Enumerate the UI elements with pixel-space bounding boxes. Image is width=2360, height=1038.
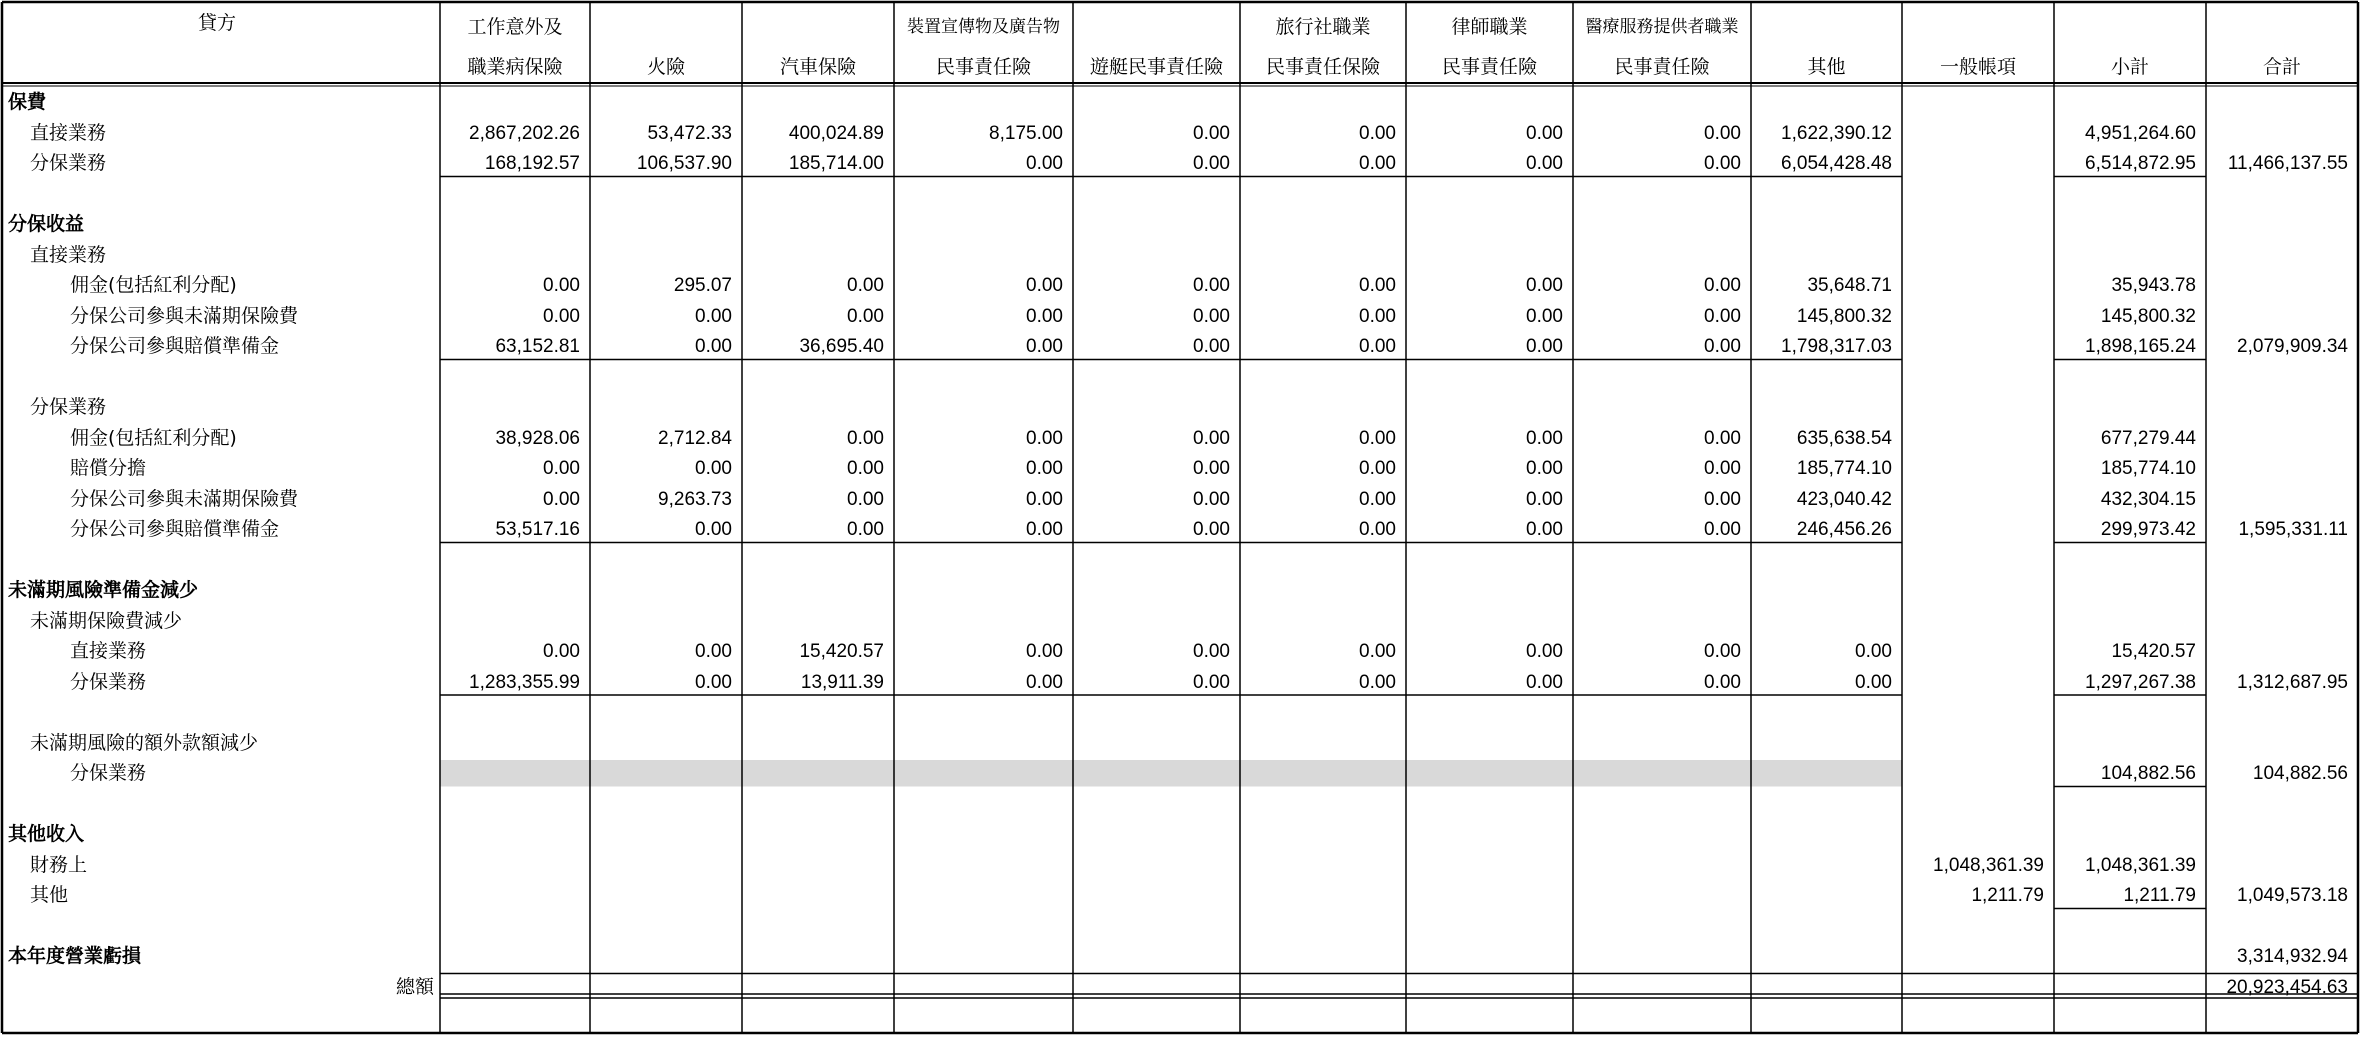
row-label: 保費: [8, 91, 47, 113]
row-label: 佣金(包括紅利分配): [70, 426, 237, 449]
row-label: 本年度營業虧損: [8, 945, 142, 967]
header-label-column: 貸方: [197, 12, 236, 34]
row-label: 直接業務: [70, 640, 147, 662]
header-cell: 一般帳項: [1939, 56, 2016, 78]
table-cell-value: 0.00: [1026, 153, 1063, 174]
table-cell-value: 0.00: [1526, 519, 1563, 540]
table-cell-value: 0.00: [1026, 519, 1063, 540]
header-cell: 民事責任險: [935, 56, 1031, 78]
table-cell-value: 0.00: [1193, 671, 1230, 693]
table-cell-value: 677,279.44: [2100, 427, 2196, 449]
header-cell: 汽車保險: [779, 56, 856, 78]
header-cell: 小計: [2110, 56, 2149, 78]
table-cell-value: 0.00: [1359, 305, 1396, 327]
table-cell-value: 185,714.00: [788, 153, 884, 174]
table-cell-value: 8,175.00: [989, 122, 1063, 144]
table-cell-value: 0.00: [1193, 305, 1230, 327]
table-cell-value: 0.00: [1526, 427, 1563, 449]
table-cell-value: 432,304.15: [2100, 488, 2196, 510]
row-label: 未滿期風險的額外款額減少: [30, 731, 259, 754]
table-cell-value: 0.00: [1026, 671, 1063, 693]
header-cell: 合計: [2262, 56, 2301, 78]
table-cell-value: 0.00: [1359, 122, 1396, 144]
table-cell-value: 0.00: [1704, 305, 1741, 327]
table-cell-value: 0.00: [1359, 275, 1396, 296]
table-cell-value: 0.00: [847, 488, 884, 510]
table-cell-value: 0.00: [695, 641, 732, 662]
table-cell-value: 0.00: [1026, 458, 1063, 479]
row-label: 財務上: [30, 853, 88, 876]
table-cell-value: 0.00: [1193, 336, 1230, 357]
row-label: 其他收入: [8, 823, 85, 845]
table-cell-value: 295.07: [673, 275, 732, 296]
table-cell-value: 0.00: [1193, 458, 1230, 479]
table-cell-value: 0.00: [695, 305, 732, 327]
table-cell-value: 11,466,137.55: [2227, 153, 2348, 174]
header-cell: 遊艇民事責任險: [1089, 56, 1223, 78]
table-cell-value: 0.00: [1026, 488, 1063, 510]
table-cell-value: 38,928.06: [495, 427, 580, 449]
row-label: 直接業務: [30, 243, 107, 266]
table-cell-value: 0.00: [1359, 488, 1396, 510]
table-cell-value: 0.00: [1359, 641, 1396, 662]
table-cell-value: 0.00: [1526, 641, 1563, 662]
table-cell-value: 0.00: [847, 275, 884, 296]
table-cell-value: 1,283,355.99: [469, 671, 580, 693]
header-cell: 工作意外及: [467, 16, 563, 38]
table-cell-value: 0.00: [1526, 122, 1563, 144]
row-label: 分保業務: [30, 152, 107, 174]
table-cell-value: 63,152.81: [495, 336, 580, 357]
row-label: 未滿期風險準備金減少: [8, 579, 199, 601]
table-cell-value: 0.00: [695, 458, 732, 479]
table-cell-value: 6,054,428.48: [1781, 153, 1892, 174]
table-cell-value: 0.00: [695, 671, 732, 693]
table-cell-value: 35,943.78: [2111, 275, 2196, 296]
table-cell-value: 635,638.54: [1796, 427, 1892, 449]
table-cell-value: 0.00: [1193, 427, 1230, 449]
row-label: 賠償分擔: [70, 457, 147, 479]
table-cell-value: 0.00: [1704, 519, 1741, 540]
table-cell-value: 0.00: [1704, 458, 1741, 479]
table-cell-value: 0.00: [1526, 305, 1563, 327]
table-cell-value: 0.00: [1526, 336, 1563, 357]
table-cell-value: 0.00: [1704, 153, 1741, 174]
table-cell-value: 0.00: [1026, 336, 1063, 357]
table-cell-value: 1,048,361.39: [1933, 854, 2044, 876]
table-cell-value: 0.00: [1193, 275, 1230, 296]
header-cell: 醫療服務提供者職業: [1585, 17, 1739, 37]
table-cell-value: 0.00: [543, 641, 580, 662]
header-cell: 旅行社職業: [1275, 16, 1371, 38]
row-label: 分保業務: [70, 670, 147, 693]
table-cell-value: 2,712.84: [658, 427, 732, 449]
table-cell-value: 0.00: [1526, 153, 1563, 174]
table-cell-value: 0.00: [1359, 519, 1396, 540]
table-cell-value: 0.00: [1193, 519, 1230, 540]
table-cell-value: 0.00: [695, 519, 732, 540]
header-cell: 民事責任險: [1614, 56, 1710, 78]
table-cell-value: 13,911.39: [800, 671, 884, 693]
table-cell-value: 168,192.57: [484, 153, 580, 174]
table-cell-value: 1,898,165.24: [2085, 336, 2196, 357]
table-cell-value: 0.00: [1704, 427, 1741, 449]
table-cell-value: 145,800.32: [2100, 305, 2196, 327]
table-cell-value: 0.00: [1193, 641, 1230, 662]
table-cell-value: 0.00: [1026, 641, 1063, 662]
table-cell-value: 1,622,390.12: [1781, 122, 1892, 144]
table-cell-value: 0.00: [1359, 336, 1396, 357]
header-cell: 裝置宣傳物及廣告物: [907, 17, 1060, 37]
table-cell-value: 104,882.56: [2252, 763, 2348, 784]
table-cell-value: 0.00: [1359, 458, 1396, 479]
row-label: 未滿期保險費減少: [30, 609, 183, 632]
row-label: 分保公司參與賠償準備金: [70, 335, 280, 357]
table-cell-value: 400,024.89: [788, 122, 884, 144]
table-cell-value: 145,800.32: [1796, 305, 1892, 327]
table-cell-value: 299,973.42: [2100, 519, 2196, 540]
table-cell-value: 0.00: [1026, 305, 1063, 327]
table-cell-value: 1,595,331.11: [2238, 519, 2348, 540]
table-cell-value: 0.00: [847, 458, 884, 479]
row-label: 分保業務: [70, 762, 147, 784]
table-cell-value: 246,456.26: [1796, 519, 1892, 540]
table-cell-value: 185,774.10: [1796, 458, 1892, 479]
header-cell: 民事責任險: [1441, 56, 1537, 78]
row-label: 分保公司參與未滿期保險費: [70, 304, 299, 327]
table-cell-value: 9,263.73: [658, 488, 732, 510]
header-cell: 民事責任保險: [1265, 56, 1380, 78]
row-label: 直接業務: [30, 121, 107, 144]
row-label: 分保公司參與未滿期保險費: [70, 487, 299, 510]
table-cell-value: 0.00: [1704, 336, 1741, 357]
table-cell-value: 106,537.90: [636, 153, 732, 174]
table-cell-value: 0.00: [1855, 641, 1892, 662]
table-cell-value: 1,798,317.03: [1781, 336, 1892, 357]
table-cell-value: 0.00: [847, 305, 884, 327]
table-cell-value: 0.00: [1026, 427, 1063, 449]
table-cell-value: 0.00: [847, 519, 884, 540]
header-cell: 火險: [646, 56, 685, 78]
header-cell: 律師職業: [1451, 16, 1528, 38]
table-cell-value: 0.00: [543, 458, 580, 479]
table-cell-value: 15,420.57: [799, 641, 884, 662]
table-cell-value: 0.00: [1359, 671, 1396, 693]
table-cell-value: 2,079,909.34: [2237, 336, 2348, 357]
table-cell-value: 0.00: [1704, 275, 1741, 296]
table-cell-value: 1,049,573.18: [2237, 885, 2348, 906]
table-cell-value: 0.00: [1193, 153, 1230, 174]
table-cell-value: 0.00: [847, 427, 884, 449]
row-label: 分保收益: [8, 213, 85, 235]
table-cell-value: 0.00: [543, 488, 580, 510]
table-cell-value: 53,517.16: [495, 519, 580, 540]
table-cell-value: 0.00: [543, 275, 580, 296]
table-cell-value: 35,648.71: [1807, 275, 1892, 296]
table-cell-value: 0.00: [1526, 488, 1563, 510]
table-cell-value: 0.00: [1704, 488, 1741, 510]
table-cell-value: 0.00: [1359, 427, 1396, 449]
table-cell-value: 0.00: [1855, 671, 1892, 693]
table-cell-value: 185,774.10: [2100, 458, 2196, 479]
table-cell-value: 0.00: [1359, 153, 1396, 174]
table-cell-value: 4,951,264.60: [2085, 122, 2196, 144]
table-cell-value: 15,420.57: [2111, 641, 2196, 662]
table-cell-value: 1,211.79: [2123, 885, 2196, 906]
row-label: 分保公司參與賠償準備金: [70, 518, 280, 540]
header-cell: 職業病保險: [467, 56, 563, 78]
header-cell: 其他: [1807, 56, 1846, 78]
row-label: 分保業務: [30, 396, 107, 418]
table-cell-value: 1,312,687.95: [2237, 671, 2348, 693]
table-cell-value: 1,048,361.39: [2085, 854, 2196, 876]
table-cell-value: 0.00: [695, 336, 732, 357]
table-cell-value: 0.00: [1704, 641, 1741, 662]
table-cell-value: 104,882.56: [2100, 763, 2196, 784]
row-label: 其他: [30, 884, 69, 906]
table-cell-value: 2,867,202.26: [469, 122, 580, 144]
table-cell-value: 1,211.79: [1971, 885, 2044, 906]
table-cell-value: 0.00: [1193, 122, 1230, 144]
table-cell-value: 0.00: [1526, 671, 1563, 693]
table-cell-value: 0.00: [1704, 122, 1741, 144]
table-cell-value: 1,297,267.38: [2085, 671, 2196, 693]
table-cell-value: 0.00: [1193, 488, 1230, 510]
table-cell-value: 36,695.40: [799, 336, 884, 357]
table-cell-value: 0.00: [1026, 275, 1063, 296]
table-cell-value: 6,514,872.95: [2085, 153, 2196, 174]
row-label: 總額: [395, 975, 434, 998]
row-label: 佣金(包括紅利分配): [70, 274, 237, 296]
table-cell-value: 0.00: [1526, 458, 1563, 479]
table-cell-value: 53,472.33: [647, 122, 732, 144]
table-cell-value: 0.00: [1526, 275, 1563, 296]
table-cell-value: 0.00: [543, 305, 580, 327]
table-cell-value: 0.00: [1704, 671, 1741, 693]
table-cell-value: 423,040.42: [1796, 488, 1892, 510]
table-cell-value: 20,923,454.63: [2226, 976, 2348, 998]
table-cell-value: 3,314,932.94: [2237, 946, 2348, 967]
